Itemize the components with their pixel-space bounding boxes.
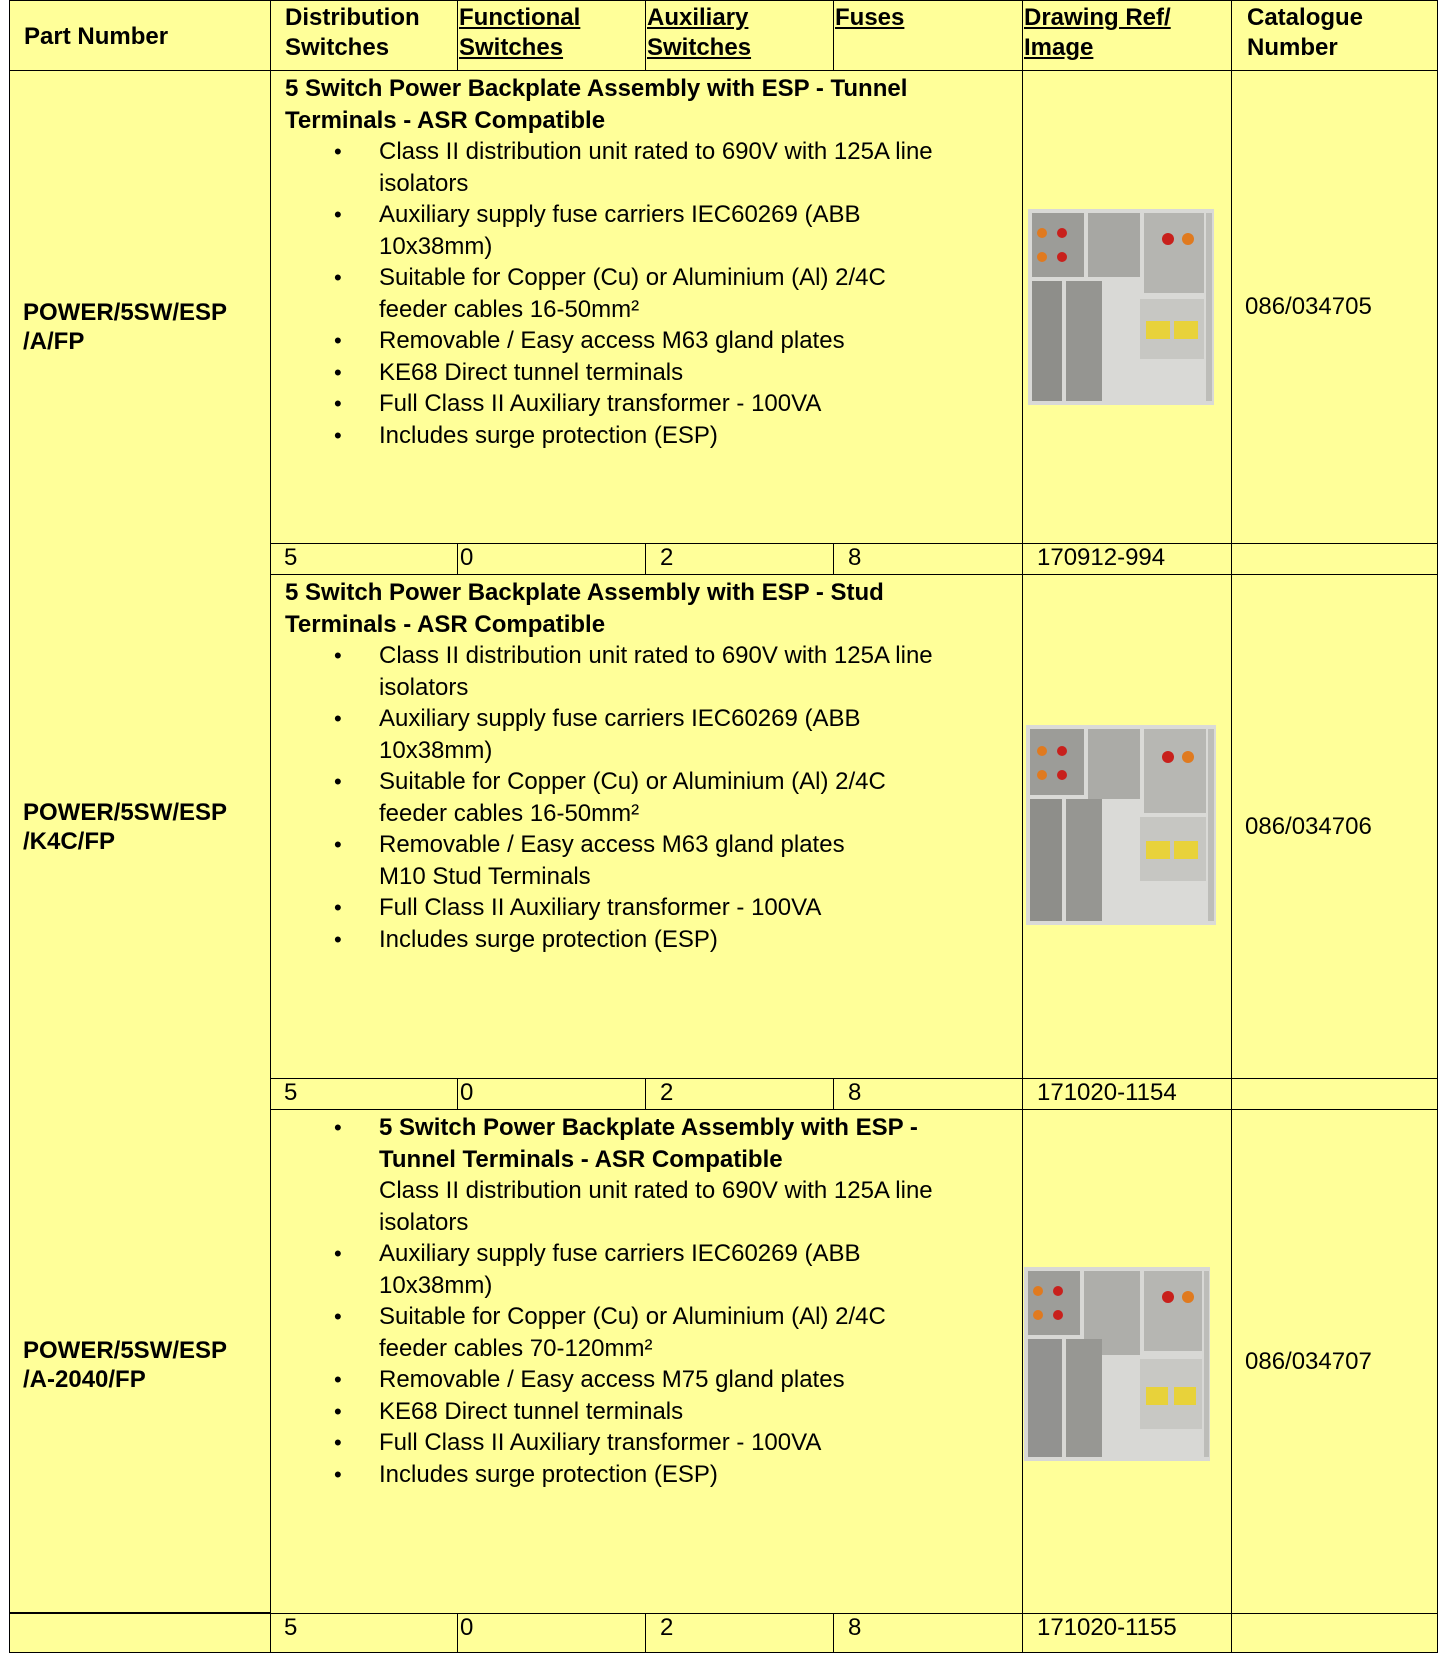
header-functional-line1: Functional	[459, 4, 581, 31]
feature-item	[379, 199, 1018, 262]
header-auxiliary-switches	[645, 0, 834, 71]
header-drawing-ref	[1022, 0, 1232, 71]
feature-item	[379, 325, 1018, 357]
functional-switches-value: 0	[457, 1078, 646, 1110]
feature-text: • Full Class II Auxiliary transformer - 100VA	[379, 1429, 822, 1456]
feature-item	[379, 357, 1018, 389]
feature-text: • Suitable for Copper (Cu) or Aluminium (Al) 2/4C	[379, 768, 886, 795]
catalogue-number: 086/034706	[1245, 812, 1372, 840]
feature-item	[379, 1459, 1018, 1491]
header-fuses	[833, 0, 1023, 71]
header-distribution-switches	[270, 0, 458, 71]
catalogue-number-cell	[1231, 574, 1438, 1079]
feature-item	[379, 262, 1018, 325]
feature-text: • Includes surge protection (ESP)	[379, 1460, 718, 1488]
description-title	[285, 73, 1018, 136]
feature-text: isolators	[379, 673, 469, 701]
header-part-number	[9, 0, 271, 71]
product-image-cell	[1022, 1109, 1232, 1614]
feature-text: feeder cables 16-50mm²	[379, 799, 640, 827]
product-image-cell	[1022, 70, 1232, 544]
title-line: 5 Switch Power Backplate Assembly with ESP - Stud	[285, 579, 884, 606]
feature-item	[379, 1396, 1018, 1428]
feature-text: • KE68 Direct tunnel terminals	[379, 1397, 684, 1425]
header-drawing-line1: Drawing Ref/	[1024, 4, 1171, 31]
feature-text: feeder cables 16-50mm²	[379, 295, 640, 323]
feature-item	[379, 388, 1018, 420]
feature-item	[379, 640, 1018, 703]
title-line: Tunnel Terminals - ASR Compatible	[379, 1145, 783, 1173]
backplate-assembly-image	[1028, 209, 1214, 405]
feature-item	[379, 924, 1018, 956]
auxiliary-switches-value: 2	[645, 1078, 834, 1110]
auxiliary-switches-value: 2	[645, 1613, 834, 1653]
title-line: Terminals - ASR Compatible	[285, 106, 606, 134]
feature-text: • KE68 Direct tunnel terminals	[379, 358, 684, 386]
header-catalogue-line1: Catalogue	[1247, 4, 1364, 31]
feature-item	[379, 1427, 1018, 1459]
feature-text: • Class II distribution unit rated to 690V with 125A line	[379, 642, 933, 669]
distribution-switches-value: 5	[270, 543, 458, 575]
feature-item	[379, 1364, 1018, 1396]
part-number-line1: POWER/5SW/ESP	[23, 298, 228, 326]
feature-item	[379, 703, 1018, 766]
title-line: 5 Switch Power Backplate Assembly with ESP - Tunnel	[285, 75, 908, 102]
feature-text: • Auxiliary supply fuse carriers IEC60269 (ABB	[379, 201, 861, 228]
functional-switches-value: 0	[457, 543, 646, 575]
drawing-ref-value: 171020-1155	[1022, 1613, 1232, 1653]
feature-item	[379, 829, 1018, 892]
feature-text: • Removable / Easy access M75 gland plates	[379, 1366, 845, 1393]
feature-text: • Includes surge protection (ESP)	[379, 925, 718, 953]
auxiliary-switches-value: 2	[645, 543, 834, 575]
header-distribution-line2: Switches	[285, 34, 390, 61]
drawing-ref-value: 170912-994	[1022, 543, 1232, 575]
header-drawing-line2: Image	[1024, 34, 1094, 61]
catalogue-spacer	[1231, 543, 1438, 575]
part-number-line2: /K4C/FP	[23, 827, 116, 855]
part-number-cell	[9, 575, 271, 1078]
description-title	[285, 577, 1018, 640]
header-functional-switches	[457, 0, 646, 71]
backplate-assembly-image	[1024, 1267, 1210, 1461]
feature-text: isolators	[379, 1208, 469, 1236]
feature-text: • Auxiliary supply fuse carriers IEC60269 (ABB	[379, 1240, 861, 1267]
part-number-line2: /A-2040/FP	[23, 1366, 146, 1393]
feature-item	[379, 1301, 1018, 1364]
title-line: • 5 Switch Power Backplate Assembly with ESP -	[379, 1114, 918, 1141]
header-distribution-line1: Distribution	[285, 4, 420, 31]
distribution-switches-value: 5	[270, 1613, 458, 1653]
backplate-assembly-image	[1026, 725, 1216, 925]
feature-text: feeder cables 70-120mm²	[379, 1334, 653, 1362]
feature-text: M10 Stud Terminals	[379, 862, 591, 890]
fuses-value: 8	[833, 1613, 1023, 1653]
header-functional-line2: Switches	[459, 34, 564, 61]
part-number-line2: /A/FP	[23, 327, 85, 355]
feature-item	[379, 1112, 1018, 1238]
feature-text: 10x38mm)	[379, 1271, 493, 1299]
feature-text: • Includes surge protection (ESP)	[379, 421, 718, 449]
catalogue-spacer	[1231, 1613, 1438, 1653]
catalogue-number-cell	[1231, 1109, 1438, 1614]
feature-text: 10x38mm)	[379, 232, 493, 260]
header-auxiliary-line2: Switches	[647, 34, 752, 61]
header-auxiliary-line1: Auxiliary	[647, 4, 749, 31]
header-catalogue-number	[1231, 0, 1438, 71]
header-fuses-label: Fuses	[835, 4, 905, 31]
fuses-value: 8	[833, 543, 1023, 575]
header-catalogue-line2: Number	[1247, 34, 1338, 61]
description-cell	[270, 1109, 1023, 1614]
feature-item	[379, 420, 1018, 452]
part-number-line1: POWER/5SW/ESP	[23, 1337, 228, 1364]
description-cell	[270, 574, 1023, 1079]
drawing-ref-value: 171020-1154	[1022, 1078, 1232, 1110]
distribution-switches-value: 5	[270, 1078, 458, 1110]
catalogue-number: 086/034705	[1245, 293, 1372, 320]
title-line: Terminals - ASR Compatible	[285, 610, 606, 638]
feature-item	[379, 892, 1018, 924]
feature-text: 10x38mm)	[379, 736, 493, 764]
feature-item	[379, 766, 1018, 829]
feature-text: isolators	[379, 169, 469, 197]
feature-list	[285, 1112, 1018, 1490]
feature-text: • Removable / Easy access M63 gland plates	[379, 327, 845, 354]
catalogue-number: 086/034707	[1245, 1347, 1372, 1375]
part-number-spacer	[9, 1613, 271, 1653]
feature-text: • Suitable for Copper (Cu) or Aluminium (Al) 2/4C	[379, 264, 886, 291]
feature-text: • Auxiliary supply fuse carriers IEC60269 (ABB	[379, 705, 861, 732]
feature-text: Class II distribution unit rated to 690V with 125A line	[379, 1177, 933, 1204]
feature-text: • Suitable for Copper (Cu) or Aluminium (Al) 2/4C	[379, 1303, 886, 1330]
feature-text: • Full Class II Auxiliary transformer - 100VA	[379, 390, 822, 417]
feature-list	[285, 640, 1018, 955]
feature-text: • Removable / Easy access M63 gland plates	[379, 831, 845, 858]
feature-item	[379, 1238, 1018, 1301]
description-cell	[270, 70, 1023, 544]
product-image-cell	[1022, 574, 1232, 1079]
feature-text: • Full Class II Auxiliary transformer - 100VA	[379, 894, 822, 921]
feature-item	[379, 136, 1018, 199]
part-number-cell	[9, 1078, 271, 1613]
header-part-number-label: Part Number	[24, 22, 169, 50]
part-number-line1: POWER/5SW/ESP	[23, 798, 228, 826]
feature-list	[285, 136, 1018, 451]
catalogue-number-cell	[1231, 70, 1438, 544]
fuses-value: 8	[833, 1078, 1023, 1110]
catalogue-spacer	[1231, 1078, 1438, 1110]
functional-switches-value: 0	[457, 1613, 646, 1653]
feature-text: • Class II distribution unit rated to 690V with 125A line	[379, 138, 933, 165]
